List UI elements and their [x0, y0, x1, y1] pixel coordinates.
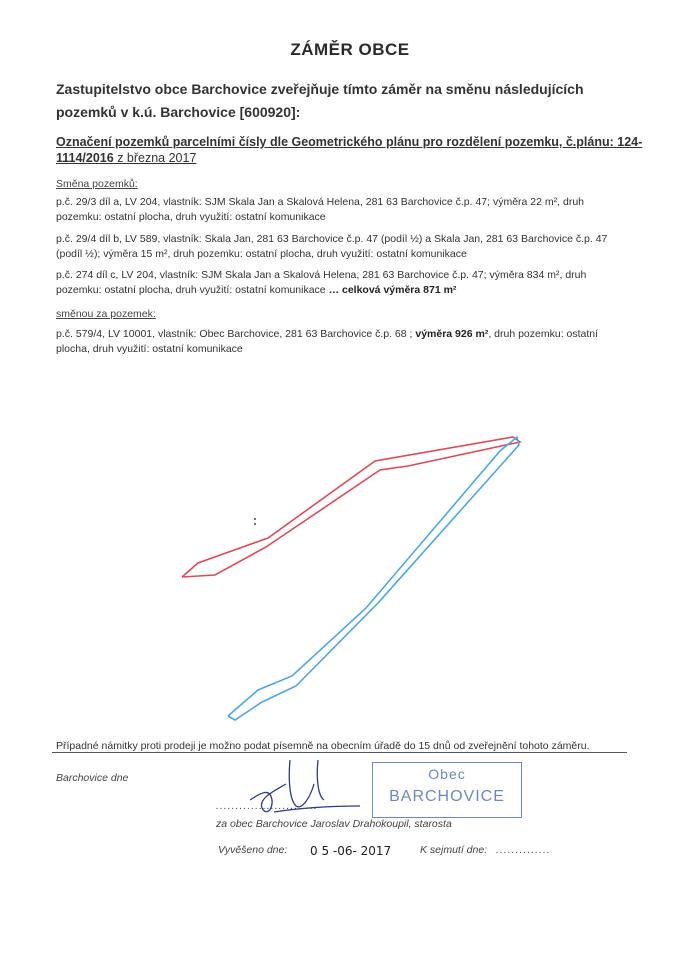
intro-paragraph: Zastupitelstvo obce Barchovice zveřejňuje tímto záměr na směnu následujících pozemků v k.ú. Barchovice [600920]:	[56, 81, 584, 120]
signature-caption: za obec Barchovice Jaroslav Drahokoupil, starosta	[216, 818, 452, 830]
signature-line: ..........................	[216, 800, 318, 812]
removed-date-dots: ..............	[496, 844, 551, 856]
stamp-line-1: Obec	[428, 766, 466, 782]
objections-note: Případné námitky proti prodeji je možno podat písemně na obecním úřadě do 15 dnů od zveřejnění tohoto záměru.	[56, 740, 590, 752]
designation-date: z března 2017	[113, 151, 197, 165]
parcel-579-4: p.č. 579/4, LV 10001, vlastník: Obec Barchovice, 281 63 Barchovice č.p. 68 ; výměra 926 m², druh pozemku: ostatní plocha, druh využití: ostatní komunikace	[56, 328, 599, 355]
exchange-label: Směna pozemků:	[56, 178, 138, 190]
posted-label: Vyvěšeno dne:	[218, 844, 288, 856]
exchange-for-label: směnou za pozemek:	[56, 308, 156, 320]
parcel-29-3: p.č. 29/3 díl a, LV 204, vlastník: SJM Skala Jan a Skalová Helena, 281 63 Barchovice č.p. 47; výměra 22 m², druh pozemku: ostatní plocha, druh využití: ostatní komunikace	[56, 196, 584, 223]
total-area: … celková výměra 871 m²	[328, 284, 457, 296]
document-title: ZÁMĚR OBCE	[290, 40, 410, 59]
municipal-stamp	[372, 762, 522, 818]
stamp-line-2: BARCHOVICE	[389, 788, 505, 805]
posted-date: 0 5 -06- 2017	[310, 844, 392, 858]
blue-parcel-outline	[228, 437, 519, 720]
removed-label: K sejmutí dne:	[420, 844, 488, 856]
parcel-29-4: p.č. 29/4 díl b, LV 589, vlastník: Skala Jan, 281 63 Barchovice č.p. 47 (podíl ½) a Skala Jan, 281 63 Barchovice č.p. 47 (podíl ½); výměra 15 m², druh pozemku: ostatní plocha, druh využití: ostatní komunikace	[56, 233, 608, 260]
place-date-label: Barchovice dne	[56, 772, 129, 784]
scribble-mark	[254, 518, 256, 525]
red-parcel-outline	[182, 437, 520, 577]
parcel-274: p.č. 274 díl c, LV 204, vlastník: SJM Skala Jan a Skalová Helena, 281 63 Barchovice č.p. 47; výměra 834 m², druh pozemku: ostatní plocha, druh využití: ostatní komunikace … celková výměra 871 m²	[56, 269, 587, 296]
designation-text: Označení pozemků parcelními čísly dle Geometrického plánu pro rozdělení pozemku, č.plánu: 124-1114/2016	[56, 135, 643, 165]
divider-line	[52, 752, 627, 753]
